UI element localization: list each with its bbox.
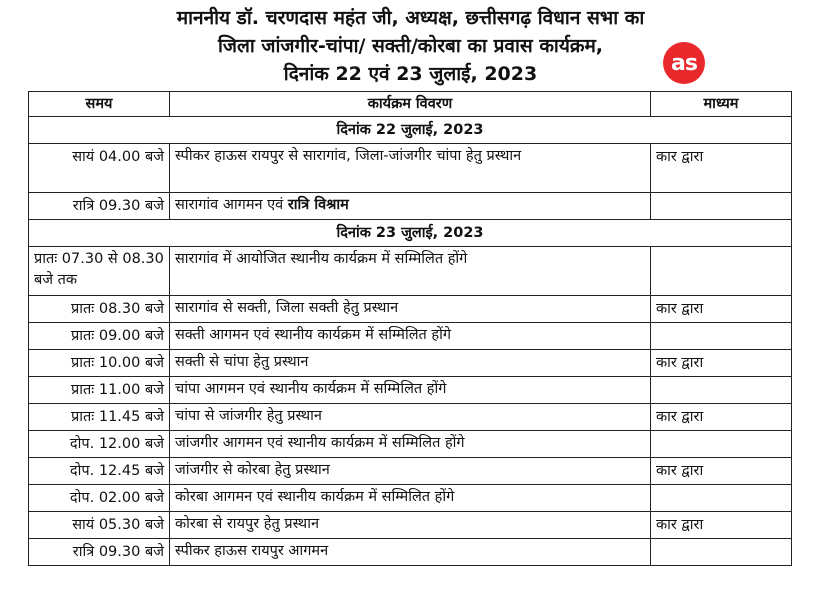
date-heading: दिनांक 23 जुलाई, 2023: [29, 220, 792, 247]
details-text: स्पीकर हाऊस रायपुर आगमन: [175, 543, 329, 559]
schedule-table: [28, 91, 792, 566]
table-row: [29, 296, 792, 323]
schedule-body: [29, 117, 792, 566]
mode-cell: कार द्वारा: [651, 296, 792, 323]
time-cell: प्रातः 07.30 से 08.30 बजे तक: [29, 247, 170, 296]
details-cell: [170, 485, 651, 512]
mode-cell: कार द्वारा: [651, 512, 792, 539]
table-row: [29, 485, 792, 512]
table-row: [29, 247, 792, 296]
mode-cell: कार द्वारा: [651, 404, 792, 431]
details-cell: [170, 323, 651, 350]
table-row: [29, 404, 792, 431]
time-cell: प्रातः 08.30 बजे: [29, 296, 170, 323]
details-text: कोरबा से रायपुर हेतु प्रस्थान: [175, 516, 319, 532]
details-cell: [170, 247, 651, 296]
heading-line-2: जिला जांजगीर-चांपा/ सक्ती/कोरबा का प्रवास कार्यक्रम,: [217, 35, 604, 57]
mode-cell: कार द्वारा: [651, 458, 792, 485]
table-row: [29, 431, 792, 458]
column-header-details: कार्यक्रम विवरण: [170, 92, 651, 117]
details-text: कोरबा आगमन एवं स्थानीय कार्यक्रम में सम्मिलित होंगे: [175, 489, 455, 505]
time-cell: प्रातः 11.45 बजे: [29, 404, 170, 431]
mode-cell: [651, 539, 792, 566]
details-cell: [170, 431, 651, 458]
table-row: [29, 377, 792, 404]
table-row: [29, 144, 792, 193]
mode-cell: [651, 323, 792, 350]
table-row: [29, 458, 792, 485]
time-cell: प्रातः 11.00 बजे: [29, 377, 170, 404]
details-text: चांपा आगमन एवं स्थानीय कार्यक्रम में सम्मिलित होंगे: [175, 381, 447, 397]
column-header-time: समय: [29, 92, 170, 117]
time-cell: दोप. 12.00 बजे: [29, 431, 170, 458]
details-text: जांजगीर आगमन एवं स्थानीय कार्यक्रम में सम्मिलित होंगे: [175, 435, 465, 451]
table-row: [29, 350, 792, 377]
mode-cell: [651, 431, 792, 458]
details-cell: [170, 458, 651, 485]
date-row: [29, 220, 792, 247]
watermark-logo: as: [663, 42, 705, 84]
details-cell: [170, 377, 651, 404]
mode-cell: कार द्वारा: [651, 350, 792, 377]
mode-cell: [651, 485, 792, 512]
details-text: सक्ती से चांपा हेतु प्रस्थान: [175, 354, 309, 370]
details-text: सारागांव से सक्ती, जिला सक्ती हेतु प्रस्थान: [175, 300, 399, 316]
mode-cell: [651, 377, 792, 404]
details-text-bold: रात्रि विश्राम: [287, 197, 349, 213]
time-cell: दोप. 12.45 बजे: [29, 458, 170, 485]
time-cell: रात्रि 09.30 बजे: [29, 193, 170, 220]
details-text: स्पीकर हाऊस रायपुर से सारागांव, जिला-जांजगीर चांपा हेतु प्रस्थान: [175, 148, 522, 164]
date-heading: दिनांक 22 जुलाई, 2023: [29, 117, 792, 144]
time-cell: दोप. 02.00 बजे: [29, 485, 170, 512]
table-row: [29, 539, 792, 566]
column-header-mode: माध्यम: [651, 92, 792, 117]
details-cell: [170, 296, 651, 323]
heading-line-1: माननीय डॉ. चरणदास महंत जी, अध्यक्ष, छत्तीसगढ़ विधान सभा का: [176, 7, 645, 29]
time-cell: सायं 05.30 बजे: [29, 512, 170, 539]
mode-cell: [651, 247, 792, 296]
time-cell: रात्रि 09.30 बजे: [29, 539, 170, 566]
mode-cell: [651, 193, 792, 220]
details-cell: [170, 512, 651, 539]
details-text: सक्ती आगमन एवं स्थानीय कार्यक्रम में सम्मिलित होंगे: [175, 327, 452, 343]
details-text: सारागांव आगमन एवं: [175, 197, 288, 213]
table-row: [29, 323, 792, 350]
time-cell: प्रातः 09.00 बजे: [29, 323, 170, 350]
time-cell: सायं 04.00 बजे: [29, 144, 170, 193]
details-text: सारागांव में आयोजित स्थानीय कार्यक्रम में सम्मिलित होंगे: [175, 251, 468, 267]
heading-line-3: दिनांक 22 एवं 23 जुलाई, 2023: [283, 63, 538, 85]
table-header-row: [29, 92, 792, 117]
table-row: [29, 193, 792, 220]
details-text: जांजगीर से कोरबा हेतु प्रस्थान: [175, 462, 330, 478]
details-cell: [170, 144, 651, 193]
mode-cell: कार द्वारा: [651, 144, 792, 193]
details-cell: [170, 539, 651, 566]
table-row: [29, 512, 792, 539]
details-text: चांपा से जांजगीर हेतु प्रस्थान: [175, 408, 322, 424]
time-cell: प्रातः 10.00 बजे: [29, 350, 170, 377]
details-cell: [170, 404, 651, 431]
details-cell: [170, 350, 651, 377]
date-row: [29, 117, 792, 144]
details-cell: [170, 193, 651, 220]
